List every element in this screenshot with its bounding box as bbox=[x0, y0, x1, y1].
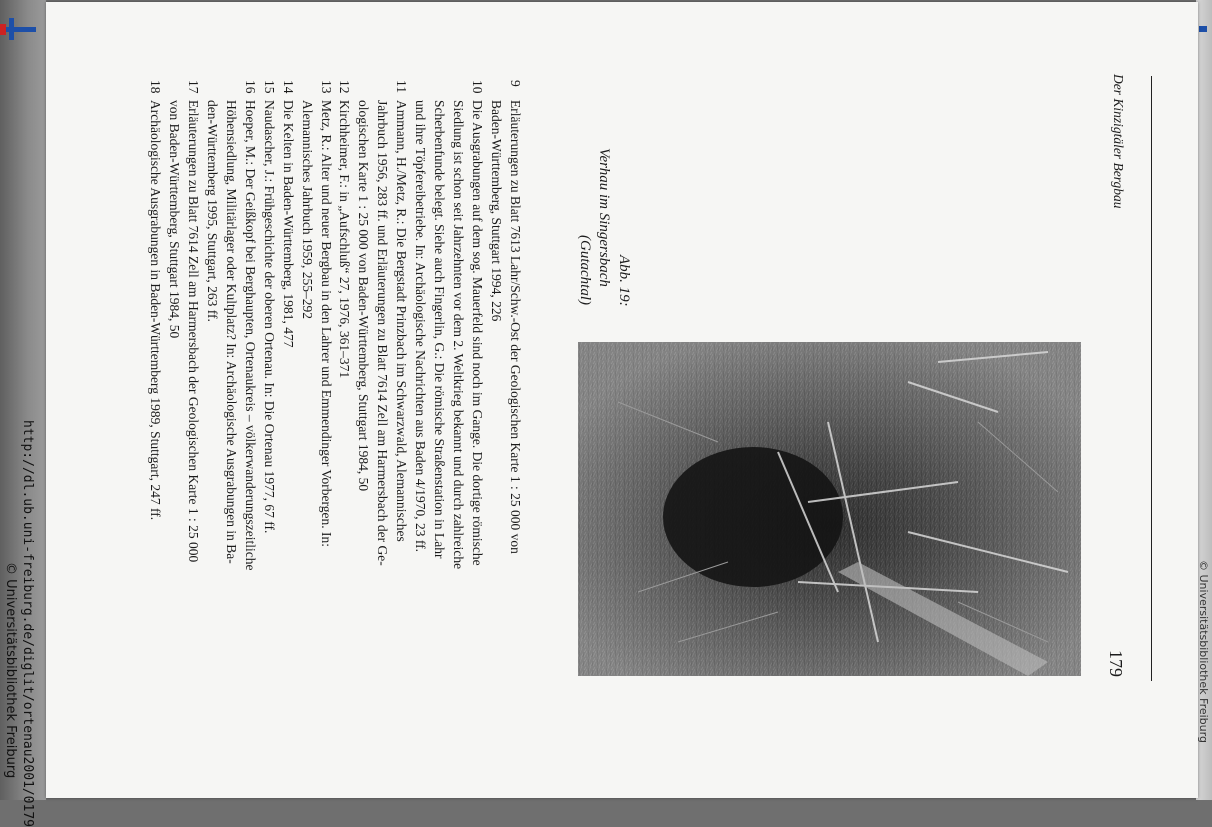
footnote-line: Ammann, H./Metz, R.: Die Bergstadt Prinzbach im Schwarzwald, Alemannisches bbox=[394, 100, 410, 542]
footnote-line: ologischen Karte 1 : 25 000 von Baden-Württemberg, Stuttgart 1984, 50 bbox=[356, 100, 372, 492]
footnote-number: 18 bbox=[147, 80, 163, 94]
footnote-number: 14 bbox=[280, 80, 296, 94]
copyright-notice: © Universitätsbibliothek Freiburg bbox=[3, 562, 18, 779]
footnote-number: 12 bbox=[337, 80, 353, 94]
header-rule bbox=[1151, 76, 1152, 681]
page-number: 179 bbox=[1106, 650, 1126, 677]
footnote-line: von Baden-Württemberg, Stuttgart 1984, 50 bbox=[166, 100, 182, 339]
footnote-line: Siedlung ist schon seit Jahrzehnten vor dem 2. Weltkrieg bekannt und durch zahlreiche bbox=[451, 100, 467, 570]
footnote-number: 11 bbox=[394, 80, 410, 93]
footnote-line: Kirchheimer, F.: in „Aufschluß“ 27, 1976, 361–371 bbox=[337, 100, 353, 379]
next-page-edge-text: © Universitätsbibliothek Freiburg bbox=[1197, 560, 1210, 743]
footnote-line: Baden-Württemberg, Stuttgart 1994, 226 bbox=[489, 100, 505, 322]
footnote-line: Jahrbuch 1956, 283 ff. und Erläuterungen zu Blatt 7614 Zell am Harmersbach der Ge- bbox=[375, 100, 391, 566]
footnote-line: Alemannisches Jahrbuch 1959, 255–292 bbox=[299, 100, 315, 319]
footnote-number: 9 bbox=[508, 80, 523, 87]
footnote-line: Metz, R.: Alter und neuer Bergbau in den Lahrer und Emmendinger Vorbergen. In: bbox=[318, 100, 334, 548]
next-page-icon[interactable] bbox=[1199, 22, 1207, 36]
caption-title: Verhau im Singersbach bbox=[596, 148, 612, 287]
footnote-line: Erläuterungen zu Blatt 7614 Zell am Harmersbach der Geologischen Karte 1 : 25 000 bbox=[185, 100, 201, 563]
footnote-line: Naudascher, J.: Frühgeschichte der oberen Ortenau. In: Die Ortenau 1977, 67 ff. bbox=[261, 100, 277, 534]
footnote-number: 13 bbox=[318, 80, 334, 94]
footnote-line: Erläuterungen zu Blatt 7613 Lahr/Schw.-Ost der Geologischen Karte 1 : 25 000 von bbox=[508, 100, 523, 554]
caption-label: Abb. 19: bbox=[616, 255, 632, 307]
footnote-line: Die Kelten in Baden-Württemberg, 1981, 477 bbox=[280, 100, 296, 348]
footnote-line: Die Ausgrabungen auf dem sog. Mauerfeld sind noch im Gange. Die dortige römische bbox=[470, 100, 486, 566]
footnote-number: 17 bbox=[185, 80, 201, 94]
permalink-url[interactable]: http://dl.ub.uni-freiburg.de/diglit/ortenau2001/0179 bbox=[20, 420, 35, 827]
footnote-number: 10 bbox=[470, 80, 486, 94]
running-head: Der Kinzigtäler Bergbau bbox=[1111, 74, 1126, 209]
footnote-line: Höhensiedlung, Militärlager oder Kultplatz? In: Archäologische Ausgrabungen in Ba- bbox=[223, 100, 239, 564]
mine-entrance-photo bbox=[578, 342, 1081, 676]
footnote-line: den-Württemberg 1995, Stuttgart, 263 ff. bbox=[204, 100, 220, 322]
footnote-line: Hoeper, M.: Der Geißkopf bei Berghaupten, Ortenaukreis – völkerwanderungszeitliche bbox=[242, 100, 258, 571]
footnote-number: 16 bbox=[242, 80, 258, 94]
footnote-line: Scherbenfunde belegt. Siehe auch Fingerlin, G.: Die römische Straßenstation in Lahr bbox=[432, 100, 448, 559]
footnote-line: Archäologische Ausgrabungen in Baden-Württemberg 1989, Stuttgart, 247 ff. bbox=[147, 100, 163, 521]
footnote-line: und ihre Töpfereibetriebe. In: Archäologische Nachrichten aus Baden 4/1970, 23 ff. bbox=[413, 100, 429, 552]
footnote-number: 15 bbox=[261, 80, 277, 94]
caption-location: (Gutachtal) bbox=[577, 235, 593, 305]
previous-page-icon[interactable] bbox=[0, 14, 36, 44]
